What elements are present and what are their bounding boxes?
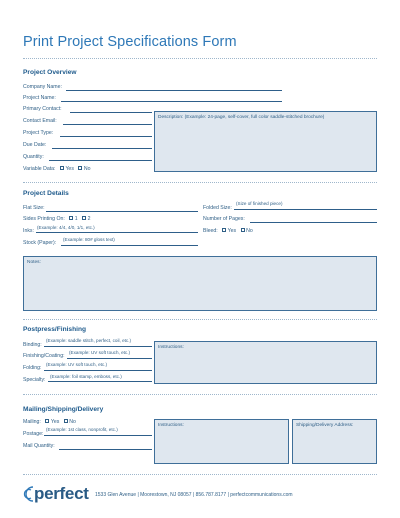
finishing-label: Finishing/Coating:	[23, 353, 65, 359]
folding-field[interactable]	[44, 370, 152, 371]
postage-field[interactable]	[44, 435, 152, 436]
side-2-checkbox[interactable]	[82, 216, 86, 220]
postpress-instructions-box[interactable]	[154, 341, 377, 384]
stock-label: Stock (Paper):	[23, 240, 57, 246]
section-postpress: Postpress/Finishing	[23, 326, 87, 333]
mailing-no-label: No	[69, 419, 76, 425]
folded-size-field[interactable]	[234, 209, 377, 210]
perfect-logo-text: perfect	[34, 484, 89, 503]
variable-data-no-label: No	[83, 166, 91, 172]
variable-data-label: Variable Data:	[23, 166, 56, 172]
quantity-label: Quantity:	[23, 154, 44, 160]
finishing-hint: (Example: UV soft touch, etc.)	[69, 350, 131, 355]
inks-label: Inks:	[23, 228, 34, 234]
variable-data-yes-checkbox[interactable]	[60, 166, 64, 170]
bleed-yes-checkbox[interactable]	[222, 228, 226, 232]
bleed-label: Bleed:	[203, 228, 218, 234]
section-project-overview: Project Overview	[23, 69, 77, 76]
contact-email-field[interactable]	[63, 124, 152, 125]
folding-label: Folding:	[23, 365, 42, 371]
company-name-label: Company Name:	[23, 84, 62, 90]
mailing-yes-checkbox[interactable]	[45, 419, 49, 423]
number-of-pages-label: Number of Pages:	[203, 216, 245, 222]
title-divider	[23, 58, 377, 59]
mail-quantity-label: Mail Quantity:	[23, 443, 55, 449]
side-2-label: 2	[87, 216, 91, 222]
variable-data-no-checkbox[interactable]	[78, 166, 82, 170]
sides-printing-row	[23, 216, 91, 222]
form-title: Print Project Specifications Form	[23, 34, 237, 50]
project-type-field[interactable]	[60, 136, 152, 137]
project-type-label: Project Type:	[23, 130, 54, 136]
primary-contact-label: Primary Contact:	[23, 106, 62, 112]
mailing-row	[23, 419, 76, 425]
variable-data-yes-label: Yes	[65, 166, 74, 172]
overview-divider	[23, 182, 377, 183]
shipping-address-box[interactable]	[292, 419, 377, 464]
mail-quantity-field[interactable]	[59, 449, 152, 450]
mailing-yes-label: Yes	[50, 419, 60, 425]
postpress-divider	[23, 394, 377, 395]
specialty-field[interactable]	[48, 381, 152, 382]
mailing-instructions-label: Instructions:	[158, 423, 184, 428]
folded-size-hint: (Size of finished piece)	[236, 201, 283, 206]
inks-field[interactable]	[36, 232, 198, 233]
project-name-label: Project Name:	[23, 95, 56, 101]
mailing-instructions-box[interactable]	[154, 419, 289, 464]
mailing-label: Mailing:	[23, 419, 41, 425]
flat-size-label: Flat Size:	[23, 205, 45, 211]
stock-hint: (Example: 80# gloss text)	[63, 237, 115, 242]
section-mailing: Mailing/Shipping/Delivery	[23, 406, 104, 413]
shipping-address-label: Shipping/Delivery Address:	[296, 423, 354, 428]
project-name-field[interactable]	[61, 101, 282, 102]
stock-field[interactable]	[61, 245, 198, 246]
bleed-yes-label: Yes	[227, 228, 237, 234]
primary-contact-field[interactable]	[70, 112, 152, 113]
finishing-field[interactable]	[67, 358, 152, 359]
notes-label: Notes:	[27, 260, 41, 265]
side-1-label: 1	[74, 216, 78, 222]
number-of-pages-field[interactable]	[250, 222, 377, 223]
quantity-field[interactable]	[49, 160, 152, 161]
contact-email-label: Contact Email:	[23, 118, 57, 124]
binding-label: Binding:	[23, 342, 42, 348]
description-label: Description: (Example: 24-page, self-cover, full color saddle-stitched brochure)	[158, 115, 325, 120]
postage-hint: (Example: 1st class, nonprofit, etc.)	[46, 427, 118, 432]
side-1-checkbox[interactable]	[69, 216, 73, 220]
inks-hint: (Example: 4/4, 4/0, 1/1, etc.)	[37, 225, 95, 230]
mailing-no-checkbox[interactable]	[64, 419, 68, 423]
specialty-hint: (Example: foil stamp, emboss, etc.)	[50, 374, 122, 379]
variable-data-row	[23, 166, 91, 172]
binding-hint: (Example: saddle stitch, perfect, coil, etc.)	[46, 338, 132, 343]
mailing-divider	[23, 474, 377, 475]
due-date-field[interactable]	[52, 148, 152, 149]
notes-box[interactable]	[23, 256, 377, 311]
company-name-field[interactable]	[66, 90, 282, 91]
description-box[interactable]	[154, 111, 377, 172]
flat-size-field[interactable]	[46, 211, 198, 212]
folding-hint: (Example: UV soft touch, etc.)	[46, 362, 108, 367]
bleed-row	[203, 228, 253, 234]
specialty-label: Specialty:	[23, 377, 46, 383]
due-date-label: Due Date:	[23, 142, 47, 148]
sides-printing-label: Sides Printing On:	[23, 216, 65, 222]
section-project-details: Project Details	[23, 190, 69, 197]
footer-contact-info: 1533 Glen Avenue | Moorestown, NJ 08057 | 856.787.8177 | perfectcommunications.com	[95, 492, 293, 498]
bleed-no-checkbox[interactable]	[241, 228, 245, 232]
binding-field[interactable]	[44, 346, 152, 347]
postpress-instructions-label: Instructions:	[158, 345, 184, 350]
folded-size-label: Folded Size:	[203, 205, 232, 211]
details-divider	[23, 319, 377, 320]
bleed-no-label: No	[246, 228, 253, 234]
postage-label: Postage:	[23, 431, 44, 437]
